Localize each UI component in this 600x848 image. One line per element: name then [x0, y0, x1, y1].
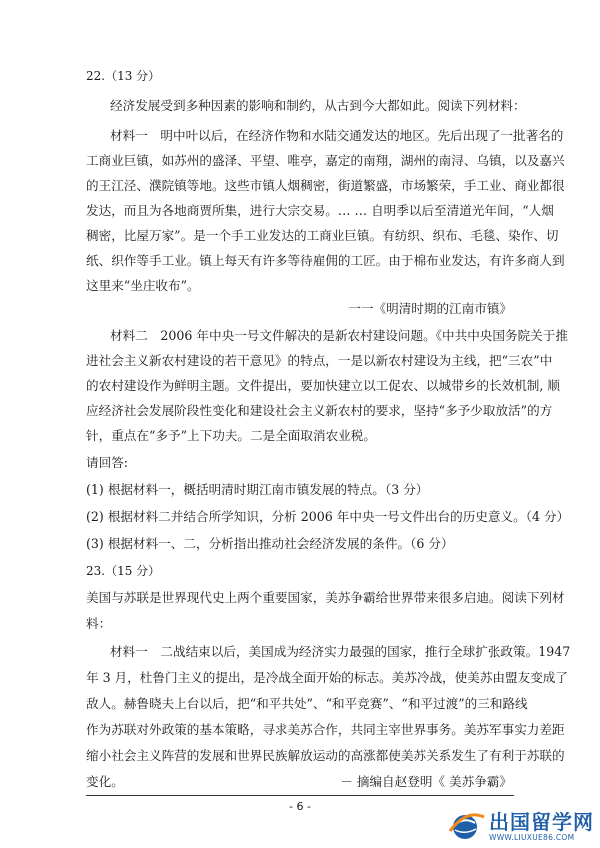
q22-m1-line: 材料一 明中叶以后，在经济作物和水陆交通发达的地区。先后出现了一批著名的: [110, 128, 564, 143]
footer-rule: [86, 795, 514, 796]
q23-m1-line: 敌人。赫鲁晓夫上台以后，把“和平共处”、“和平竞赛”、“和平过渡”的三和路线: [86, 696, 528, 711]
logo-url: WWW.LIUXUE86.COM: [489, 832, 575, 842]
q23-intro-line: 美国与苏联是世界现代史上两个重要国家，美苏争霸给世界带来很多启迪。阅读下列材: [86, 590, 565, 605]
q22-m1-line: 纸、织作等手工业。镇上每天有许多等待雇佣的工匠。由于棉布业发达，有许多商人到: [86, 253, 565, 268]
q22-m1-line: 发达，而且为各地商贾所集，进行大宗交易。… … 自明季以后至清道光年间，“人烟: [86, 203, 554, 218]
site-logo: [448, 808, 594, 844]
q22-m2-line: 的农村建设作为鲜明主题。文件提出，要加快建立以工促农、以城带乡的长效机制, 顺: [86, 378, 560, 393]
q22-m2-line: 材料二 2006 年中央一号文件解决的是新农村建设问题。《中共中央国务院关于推: [110, 328, 568, 343]
q23-m1-line: 年 3 月，杜鲁门主义的提出，是冷战全面开始的标志。美苏冷战，使美苏由盟友变成了: [86, 670, 568, 685]
q23-m1-line: 变化。: [86, 774, 124, 789]
q22-question-1: (1) 根据材料一，概括明清时期江南市镇发展的特点。（3 分）: [86, 482, 429, 497]
q22-question-2: (2) 根据材料二并结合所学知识，分析 2006 年中央一号文件出台的历史意义。（4 分）: [86, 509, 570, 524]
q22-question-3: (3) 根据材料一、二，分析指出推动社会经济发展的条件。（6 分）: [86, 536, 454, 551]
q22-m1-source: 一一《明清时期的江南市镇》: [348, 301, 512, 316]
q23-m1-line: 作为苏联对外政策的基本策略，寻求美苏合作，共同主宰世界事务。美苏军事实力差距: [86, 722, 565, 737]
q22-m1-line: 稠密，比屋万家”。是一个手工业发达的工商业巨镇。有纺织、织布、毛毯、染作、切: [86, 228, 559, 243]
q22-ask: 请回答:: [86, 455, 129, 470]
q23-m1-line: 缩小社会主义阵营的发展和世界民族解放运动的高涨都使美苏关系发生了有利于苏联的: [86, 748, 565, 763]
q23-m1-source: － 摘编自赵登明《 美苏争霸》: [340, 774, 512, 789]
q22-m1-line: 的王江泾、濮院镇等地。这些市镇人烟稠密，街道繁盛，市场繁荣，手工业、商业都很: [86, 178, 565, 193]
logo-text: 出国留学网: [489, 809, 594, 834]
page-number: - 6 -: [289, 800, 311, 813]
globe-logo-icon: [448, 811, 486, 841]
q22-m1-line: 工商业巨镇，如苏州的盛泽、平望、唯亭，嘉定的南翔，湖州的南浔、乌镇，以及嘉兴: [86, 153, 565, 168]
q22-m1-line: 这里来“坐庄收布”。: [86, 278, 200, 293]
q23-heading: 23.（15 分）: [86, 564, 161, 578]
q22-m2-line: 进社会主义新农村建设的若干意见》的特点，一是以新农村建设为主线，把“三农”中: [86, 353, 553, 368]
q23-m1-line: 材料一 二战结束以后，美国成为经济实力最强的国家，推行全球扩张政策。1947: [110, 644, 571, 659]
q22-m2-line: 针，重点在“多予”上下功夫。二是全面取消农业税。: [86, 428, 376, 443]
q22-heading: 22.（13 分）: [86, 69, 161, 83]
q23-intro-line: 料：: [86, 616, 112, 631]
q22-m2-line: 应经济社会发展阶段性变化和建设社会主义新农村的要求，坚持“多予少取放活”的方: [86, 403, 553, 418]
q22-intro: 经济发展受到多种因素的影响和制约，从古到今大都如此。阅读下列材料：: [110, 98, 526, 113]
